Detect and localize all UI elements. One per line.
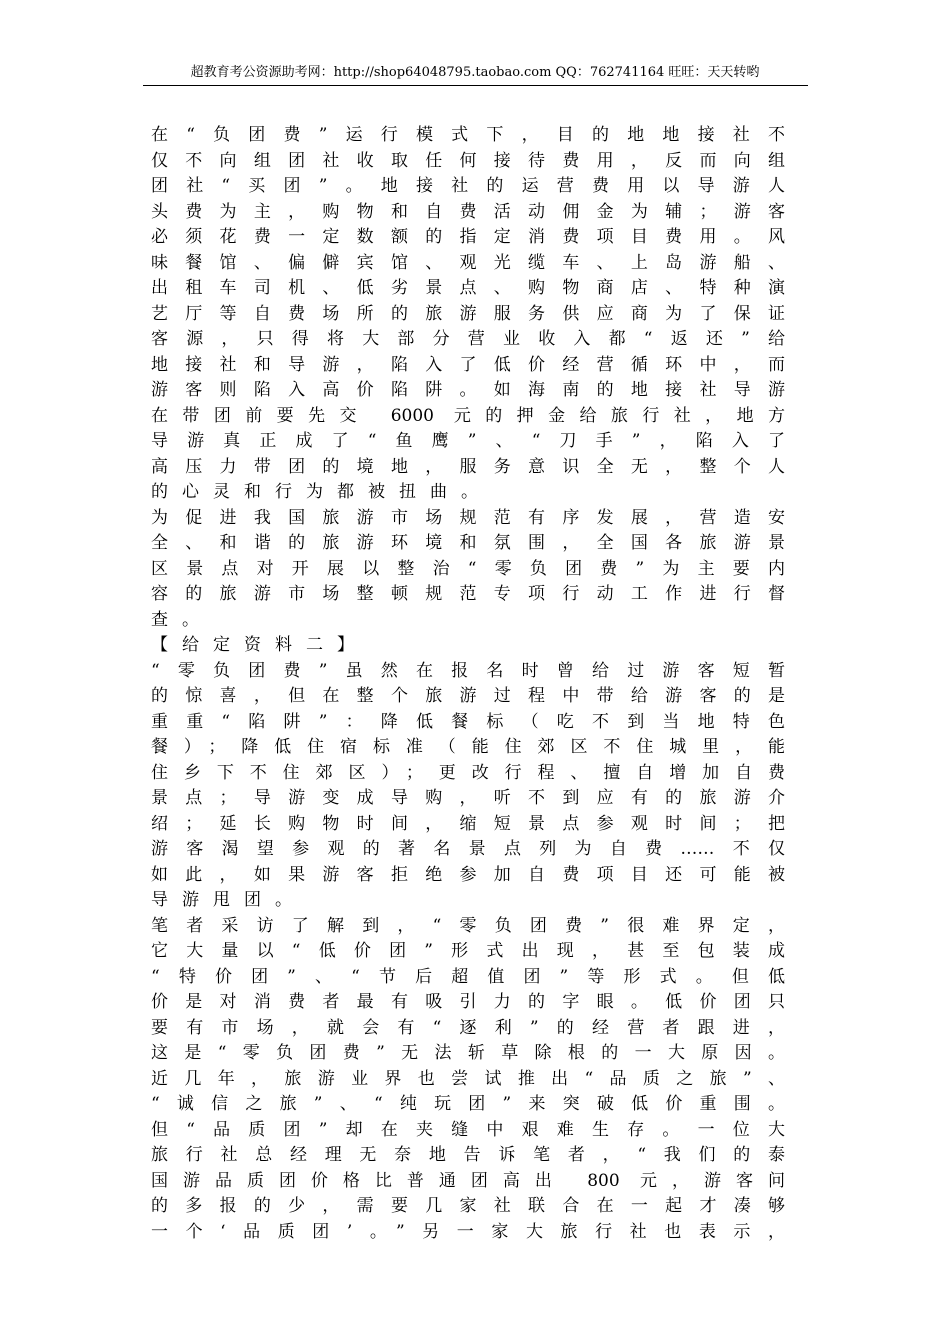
text-line <box>151 1169 785 1195</box>
text-line <box>151 633 785 659</box>
text-line <box>151 939 785 965</box>
text-line-content: 查。 <box>151 609 213 630</box>
text-line <box>151 1016 785 1042</box>
text-line-content: 近几年，旅游业界也尝试推出“品质之旅”、 <box>151 1068 785 1089</box>
text-line-content: 游客渴望参观的著名景点列为自费……不仅 <box>151 839 785 859</box>
text-line-content: 笔者采访了解到，“零负团费”很难界定， <box>151 915 785 936</box>
text-line <box>151 1092 785 1118</box>
text-line-content: “特价团”、“节后超值团”等形式。但低 <box>151 966 785 987</box>
text-line-content: 的多报的少，需要几家社联合在一起才凑够 <box>151 1196 785 1216</box>
text-line-content: 导游真正成了“鱼鹰”、“刀手”，陷入了 <box>151 431 785 451</box>
text-line-content: 区景点对开展以整治“零负团费”为主要内 <box>151 558 785 579</box>
text-line <box>151 1220 785 1246</box>
text-line <box>151 506 785 532</box>
text-line-content: 艺厅等自费场所的旅游服务供应商为了保证 <box>151 303 785 324</box>
text-line <box>151 863 785 889</box>
text-line <box>151 404 785 430</box>
text-line <box>151 480 785 506</box>
text-line <box>151 149 785 175</box>
text-line-content: 在“负团费”运行模式下，目的地地接社不 <box>151 125 785 145</box>
text-line <box>151 531 785 557</box>
text-line <box>151 200 785 226</box>
text-line <box>151 1067 785 1093</box>
text-line-content: 如此，如果游客拒绝参加自费项目还可能被 <box>151 864 785 885</box>
text-line <box>151 1194 785 1220</box>
text-line-content: 但“品质团”却在夹缝中艰难生存。一位大 <box>151 1119 785 1140</box>
text-line-content: 客源，只得将大部分营业收入都“返还”给 <box>151 329 785 349</box>
text-line <box>151 174 785 200</box>
text-line-content: 容的旅游市场整顿规范专项行动工作进行督 <box>151 584 785 604</box>
text-line <box>151 353 785 379</box>
text-line <box>151 710 785 736</box>
text-line <box>151 327 785 353</box>
text-line-content: “诚信之旅”、“纯玩团”来突破低价重围。 <box>151 1094 785 1114</box>
text-line <box>151 761 785 787</box>
text-line-content: “零负团费”虽然在报名时曾给过游客短暂 <box>151 660 785 681</box>
text-line <box>151 582 785 608</box>
text-line-content: 它大量以“低价团”形式出现，甚至包装成 <box>151 941 785 961</box>
text-line-content: 的心灵和行为都被扭曲。 <box>151 482 492 502</box>
text-line <box>151 837 785 863</box>
text-line-content: 重重“陷阱”：降低餐标（吃不到当地特色 <box>151 711 785 732</box>
text-line-content: 出租车司机、低劣景点、购物商店、特种演 <box>151 278 785 298</box>
text-line <box>151 914 785 940</box>
text-line <box>151 786 785 812</box>
text-line <box>151 888 785 914</box>
text-line <box>151 378 785 404</box>
text-line-content: 旅行社总经理无奈地告诉笔者，“我们的泰 <box>151 1145 785 1165</box>
text-line <box>151 276 785 302</box>
text-line <box>151 990 785 1016</box>
text-line-content: 团社“买团”。地接社的运营费用以导游人 <box>151 176 785 196</box>
text-line <box>151 1041 785 1067</box>
text-line-content: 游客则陷入高价陷阱。如海南的地接社导游 <box>151 380 785 400</box>
text-line <box>151 684 785 710</box>
text-line <box>151 1118 785 1144</box>
text-line <box>151 965 785 991</box>
text-line-content: 必须花费一定数额的指定消费项目费用。风 <box>151 227 785 247</box>
page-header: 超教育考公资源助考网：http://shop64048795.taobao.com QQ：762741164 旺旺：天天转哟 <box>190 65 760 80</box>
text-line-content: 的惊喜，但在整个旅游过程中带给游客的是 <box>151 686 785 706</box>
text-line <box>151 251 785 277</box>
text-line <box>151 735 785 761</box>
text-line <box>151 1143 785 1169</box>
text-line-content: 价是对消费者最有吸引力的字眼。低价团只 <box>151 992 785 1012</box>
text-line-content: 【给定资料二】 <box>151 635 368 655</box>
text-line <box>151 302 785 328</box>
text-line <box>151 659 785 685</box>
text-line-content: 仅不向组团社收取任何接待费用，反而向组 <box>151 150 785 171</box>
text-line-content: 国游品质团价格比普通团高出 800 元，游客问 <box>151 1170 785 1191</box>
text-line-content: 要有市场，就会有“逐利”的经营者跟进， <box>151 1017 785 1038</box>
text-line <box>151 608 785 634</box>
text-line-content: 为促进我国旅游市场规范有序发展，营造安 <box>151 507 785 528</box>
text-line-content: 头费为主，购物和自费活动佣金为辅；游客 <box>151 201 785 222</box>
text-line <box>151 429 785 455</box>
text-line <box>151 557 785 583</box>
text-line-content: 在带团前要先交 6000 元的押金给旅行社，地方 <box>151 405 785 426</box>
text-line-content: 导游甩团。 <box>151 890 306 910</box>
text-line-content: 地接社和导游，陷入了低价经营循环中，而 <box>151 354 785 375</box>
text-line-content: 绍；延长购物时间，缩短景点参观时间；把 <box>151 813 785 834</box>
text-line-content: 高压力带团的境地，服务意识全无，整个人 <box>151 456 785 477</box>
text-line <box>151 812 785 838</box>
text-line-content: 住乡下不住郊区）；更改行程、擅自增加自费 <box>151 762 785 783</box>
text-line-content: 这是“零负团费”无法斩草除根的一大原因。 <box>151 1043 785 1063</box>
text-line-content: 餐）；降低住宿标准（能住郊区不住城里，能 <box>151 737 785 757</box>
text-line <box>151 123 785 149</box>
text-line-content: 景点；导游变成导购，听不到应有的旅游介 <box>151 788 785 808</box>
document-body <box>151 123 785 1245</box>
text-line-content: 味餐馆、偏僻宾馆、观光缆车、上岛游船、 <box>151 252 785 273</box>
text-line <box>151 455 785 481</box>
text-line-content: 全、和谐的旅游环境和氛围，全国各旅游景 <box>151 533 785 553</box>
text-line-content: 一个‘品质团’。”另一家大旅行社也表示， <box>151 1221 785 1242</box>
header-rule <box>143 85 808 86</box>
text-line <box>151 225 785 251</box>
